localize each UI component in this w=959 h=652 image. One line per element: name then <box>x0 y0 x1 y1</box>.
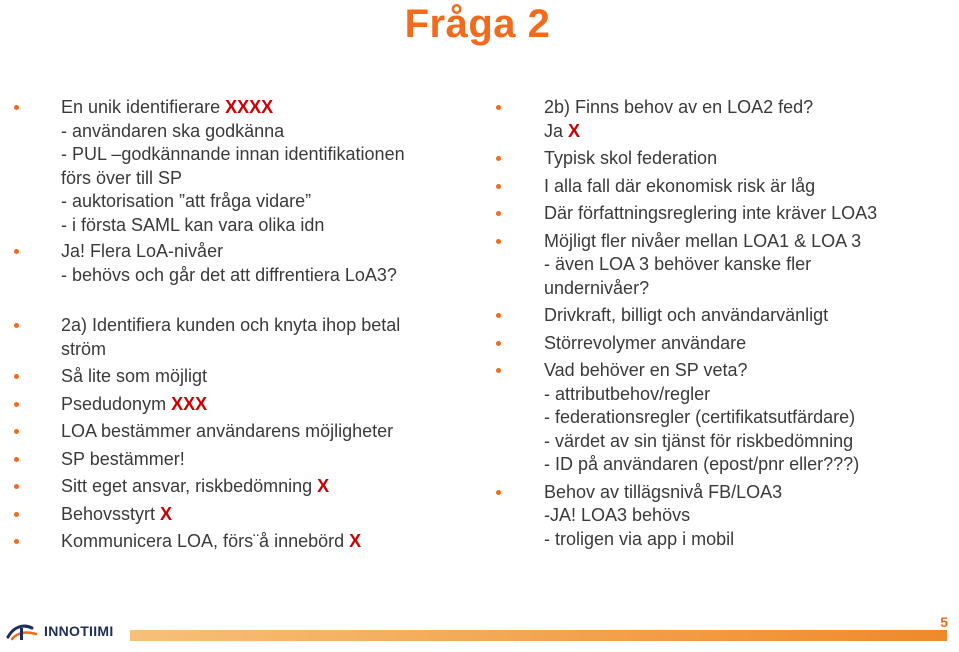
bullet-item <box>496 359 956 477</box>
bullet-icon <box>496 211 501 216</box>
bullet-icon <box>14 323 19 328</box>
bullet-icon <box>14 249 19 254</box>
bullet-item <box>14 530 464 554</box>
item-line: undernivåer? <box>544 277 650 298</box>
bullet-icon <box>496 184 501 189</box>
bullet-item <box>14 475 464 499</box>
item-line: - användaren ska godkänna <box>61 120 285 141</box>
item-line: Ja X <box>544 120 581 141</box>
bullet-item <box>14 448 464 472</box>
item-line: Sitt eget ansvar, riskbedömning X <box>61 476 330 496</box>
item-line: Möjligt fler nivåer mellan LOA1 & LOA 3 <box>544 230 862 251</box>
bullet-item <box>496 481 956 552</box>
bullet-icon <box>14 105 19 110</box>
page-number: 5 <box>940 614 948 630</box>
bullet-icon <box>496 239 501 244</box>
logo-text: INNOTIIMI <box>44 623 114 639</box>
bullet-icon <box>496 313 501 318</box>
item-line: I alla fall där ekonomisk risk är låg <box>544 175 816 196</box>
item-line: 2a) Identifiera kunden och knyta ihop betal <box>61 315 401 335</box>
bullet-icon <box>14 512 19 517</box>
item-line: förs över till SP <box>61 167 183 188</box>
bullet-item <box>14 365 464 389</box>
bullet-item <box>14 503 464 527</box>
item-line: Psedudonym XXX <box>61 393 208 414</box>
item-line: - attributbehov/regler <box>544 383 711 404</box>
slide-title: Fråga 2 <box>404 2 551 46</box>
item-line: LOA bestämmer användarens möjligheter <box>61 421 394 441</box>
item-line: - även LOA 3 behöver kanske fler <box>544 254 812 274</box>
bullet-icon <box>496 156 501 161</box>
bullet-icon <box>496 105 501 110</box>
innotiimi-logo <box>6 620 114 642</box>
bullet-icon <box>14 457 19 462</box>
item-line: - auktorisation ”att fråga vidare” <box>61 191 312 211</box>
item-line: 2b) Finns behov av en LOA2 fed? <box>544 97 814 117</box>
bullet-icon <box>496 341 501 346</box>
item-line: SP bestämmer! <box>61 448 185 469</box>
bullet-icon <box>496 368 501 373</box>
bullet-item <box>496 202 956 226</box>
item-line: Så lite som möjligt <box>61 366 208 386</box>
item-line: - federationsregler (certifikatsutfärdare) <box>544 407 856 427</box>
footer-bar <box>130 630 947 641</box>
bullet-icon <box>14 484 19 489</box>
item-line: - behövs och går det att diffrentiera LoA3? <box>61 264 397 285</box>
bullet-icon <box>496 490 501 495</box>
item-line: Behovsstyrt X <box>61 503 173 524</box>
bullet-icon <box>14 402 19 407</box>
left-column <box>14 96 464 554</box>
bullet-item <box>14 96 464 237</box>
bullet-item <box>14 420 464 444</box>
bullet-item <box>496 230 956 301</box>
item-line: - värdet av sin tjänst för riskbedömning <box>544 430 854 451</box>
bullet-item <box>496 175 956 199</box>
bullet-item <box>496 147 956 171</box>
bullet-item <box>14 314 464 361</box>
item-line: Drivkraft, billigt och användarvänligt <box>544 305 829 325</box>
right-column <box>496 96 956 551</box>
item-line: Kommunicera LOA, förs¨å innebörd X <box>61 531 362 551</box>
bullet-icon <box>14 374 19 379</box>
item-line: Där författningsreglering inte kräver LOA3 <box>544 203 878 223</box>
item-line: -JA! LOA3 behövs <box>544 505 691 525</box>
item-line: ström <box>61 338 106 359</box>
bullet-item <box>496 304 956 328</box>
item-line: Störrevolymer användare <box>544 332 747 353</box>
item-line: Typisk skol federation <box>544 148 718 168</box>
logo-swoosh-icon <box>6 620 40 642</box>
item-line: - troligen via app i mobil <box>544 528 735 549</box>
bullet-item <box>14 240 464 287</box>
item-line: En unik identifierare XXXX <box>61 97 274 117</box>
bullet-icon <box>14 539 19 544</box>
item-line: - ID på användaren (epost/pnr eller???) <box>544 454 860 474</box>
bullet-item <box>14 393 464 417</box>
item-line: - i första SAML kan vara olika idn <box>61 214 325 235</box>
bullet-icon <box>14 429 19 434</box>
bullet-item <box>496 96 956 143</box>
item-line: Behov av tillägsnivå FB/LOA3 <box>544 481 783 502</box>
item-line: Ja! Flera LoA-nivåer <box>61 241 224 261</box>
item-line: - PUL –godkännande innan identifikationen <box>61 144 405 164</box>
bullet-item <box>496 332 956 356</box>
item-line: Vad behöver en SP veta? <box>544 360 748 380</box>
